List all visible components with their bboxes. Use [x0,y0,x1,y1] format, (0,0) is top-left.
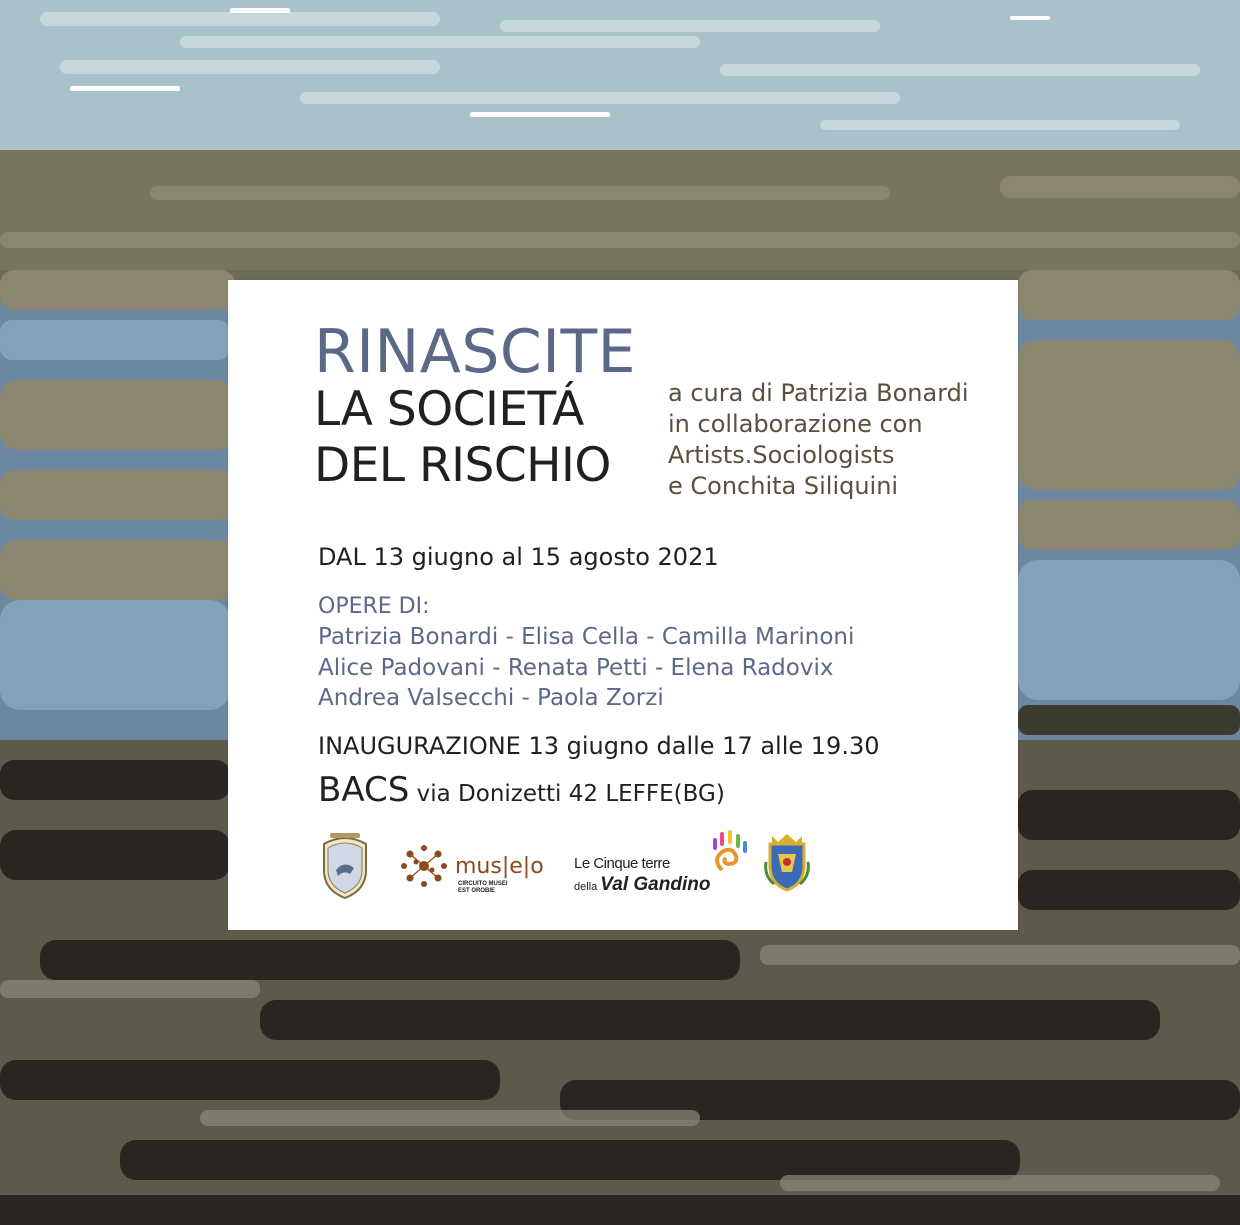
swirl-hand-icon [702,830,752,880]
artists-line: Alice Padovani - Renata Petti - Elena Radovix [318,654,834,681]
cinque-terre-della: della [574,881,601,893]
credit-line: e Conchita Siliquini [668,472,899,500]
credit-line: Artists.Sociologists [668,441,895,469]
venue-info [318,770,725,810]
artists-line: Patrizia Bonardi - Elisa Cella - Camilla Marinoni [318,624,855,650]
title-block [314,317,637,494]
exhibition-subtitle-line2: DEL RISCHIO [314,438,611,493]
opening-info: INAUGURAZIONE 13 giugno dalle 17 alle 19.30 [318,732,880,760]
sponsor-logos [316,830,816,905]
exhibition-subtitle-line1: LA SOCIETÁ [314,382,584,437]
curator-credits [668,378,969,502]
exhibition-dates: DAL 13 giugno al 15 agosto 2021 [318,543,719,571]
cinque-terre-line1: Le Cinque terre [574,855,670,872]
museo-subtitle: CIRCUITO MUSEI EST OROBIE [458,881,508,894]
venue-name: BACS [318,770,410,810]
credit-line: in collaborazione con [668,410,923,438]
cinque-terre-logo [316,830,736,900]
artists-heading: OPERE DI: [318,594,430,619]
cinque-terre-line2 [574,874,710,896]
exhibition-title: RINASCITE [314,317,637,387]
museo-name: mus|e|o [455,854,544,879]
cinque-terre-valgandino: Val Gandino [600,874,711,895]
credit-line: a cura di Patrizia Bonardi [668,379,969,407]
venue-address: via Donizetti 42 LEFFE(BG) [409,781,725,807]
town-crest-logo [764,832,810,892]
artists-list [318,592,854,714]
poster-card [228,280,1018,930]
artists-line: Andrea Valsecchi - Paola Zorzi [318,685,664,711]
